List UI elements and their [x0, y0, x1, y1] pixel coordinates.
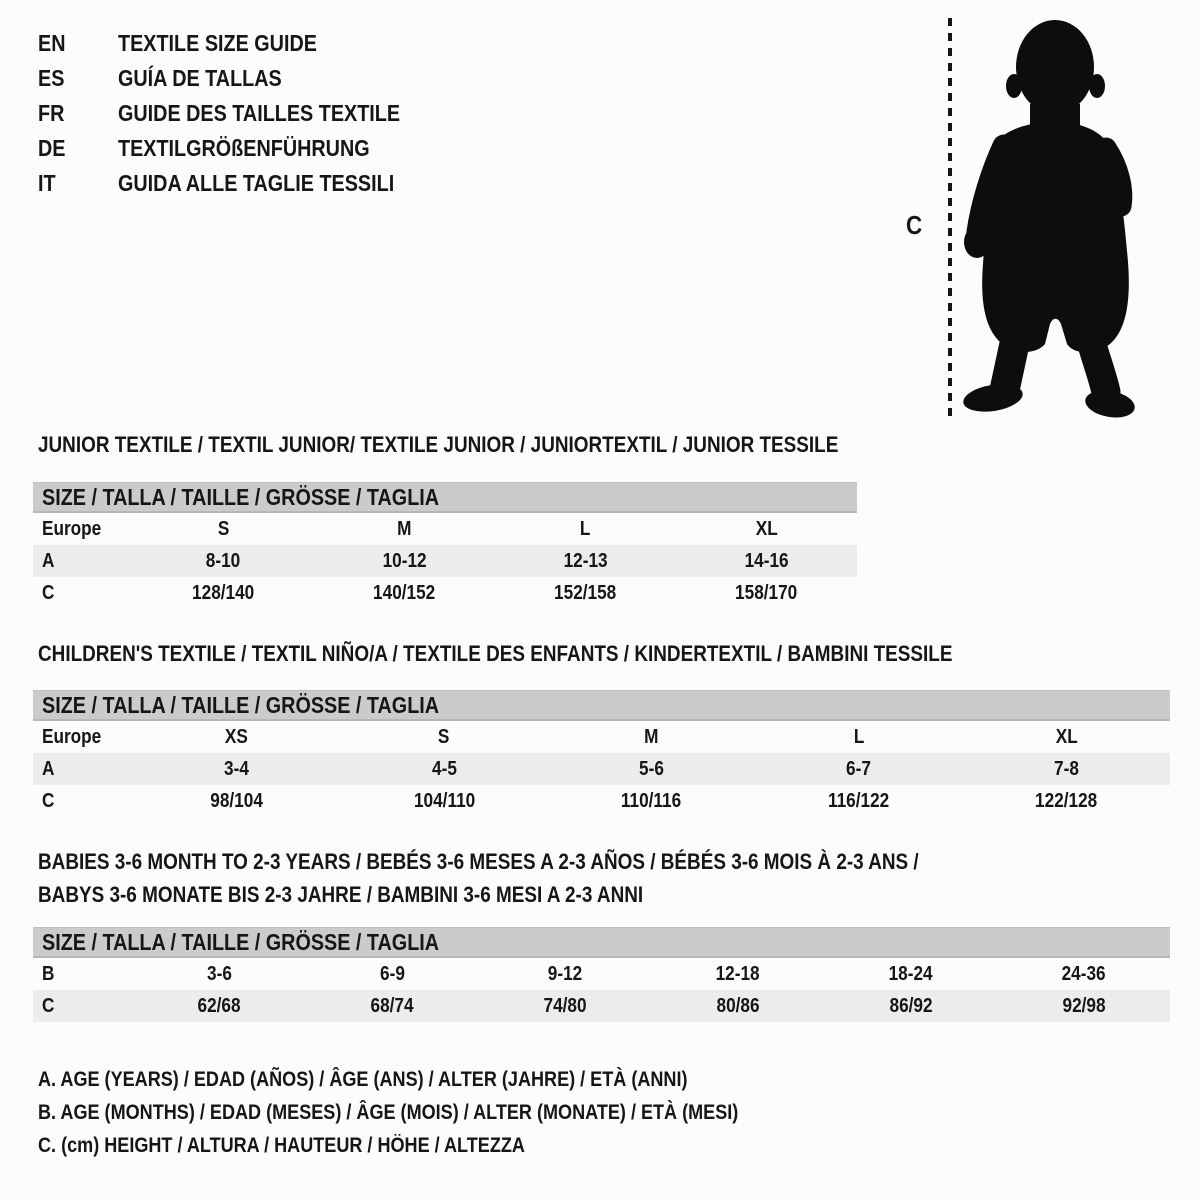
- table-cell: 8-10: [206, 549, 241, 572]
- table-cell: 128/140: [192, 581, 255, 604]
- table-cell: M: [397, 517, 412, 540]
- language-code: EN: [38, 30, 66, 56]
- toddler-silhouette-image: [960, 14, 1140, 420]
- language-row: [38, 131, 446, 166]
- table-row: [33, 577, 857, 609]
- table-cell: 9-12: [547, 962, 583, 985]
- row-label: A: [42, 549, 55, 572]
- children-section-title: CHILDREN'S TEXTILE / TEXTIL NIÑO/A / TEXTILE DES ENFANTS / KINDERTEXTIL / BAMBINI TESSILE: [38, 641, 953, 666]
- table-row: [33, 753, 1170, 785]
- language-code: IT: [38, 170, 56, 196]
- table-cell: 68/74: [370, 994, 414, 1017]
- junior-size-table: [33, 482, 857, 609]
- language-label: TEXTILGRÖßENFÜHRUNG: [118, 135, 370, 161]
- table-cell: 6-9: [379, 962, 405, 985]
- table-cell: 152/158: [554, 581, 617, 604]
- table-cell: 62/68: [197, 994, 241, 1017]
- table-cell: 158/170: [735, 581, 798, 604]
- size-header-bar: SIZE / TALLA / TAILLE / GRÖSSE / TAGLIA: [33, 927, 1170, 958]
- table-cell: L: [580, 517, 591, 540]
- table-cell: 3-4: [224, 757, 250, 780]
- table-cell: S: [438, 725, 450, 748]
- table-cell: S: [217, 517, 230, 540]
- table-cell: 12-18: [715, 962, 760, 985]
- table-row: [33, 785, 1170, 817]
- measure-label-c: C: [906, 210, 923, 240]
- row-label: A: [42, 757, 55, 780]
- language-label: TEXTILE SIZE GUIDE: [118, 30, 317, 56]
- table-cell: M: [644, 725, 659, 748]
- table-row: [33, 721, 1170, 753]
- table-cell: 24-36: [1061, 962, 1106, 985]
- row-label: C: [42, 581, 55, 604]
- table-cell: XL: [755, 517, 778, 540]
- language-list: [38, 26, 446, 201]
- language-label: GUIDA ALLE TAGLIE TESSILI: [118, 170, 395, 196]
- table-cell: 10-12: [382, 549, 427, 572]
- babies-section-title-line2: BABYS 3-6 MONATE BIS 2-3 JAHRE / BAMBINI 3-6 MESI A 2-3 ANNI: [38, 882, 644, 907]
- table-row: [33, 545, 857, 577]
- table-cell: 104/110: [413, 789, 475, 812]
- language-row: [38, 166, 446, 201]
- table-cell: 4-5: [431, 757, 457, 780]
- language-label: GUÍA DE TALLAS: [118, 65, 282, 91]
- table-cell: 14-16: [744, 549, 789, 572]
- row-label: B: [42, 962, 55, 985]
- table-cell: 116/122: [828, 789, 890, 812]
- legend-line-c: C. (cm) HEIGHT / ALTURA / HAUTEUR / HÖHE / ALTEZZA: [38, 1134, 525, 1157]
- table-cell: XL: [1055, 725, 1078, 748]
- table-cell: 5-6: [639, 757, 664, 780]
- table-cell: 3-6: [206, 962, 232, 985]
- legend-line-b: B. AGE (MONTHS) / EDAD (MESES) / ÂGE (MOIS) / ALTER (MONATE) / ETÀ (MESI): [38, 1101, 739, 1124]
- table-row: [33, 990, 1170, 1022]
- junior-section-title: JUNIOR TEXTILE / TEXTIL JUNIOR/ TEXTILE JUNIOR / JUNIORTEXTIL / JUNIOR TESSILE: [38, 432, 839, 457]
- language-code: ES: [38, 65, 65, 91]
- table-row: [33, 958, 1170, 990]
- table-row: [33, 513, 857, 545]
- table-cell: 80/86: [716, 994, 760, 1017]
- size-header-bar: SIZE / TALLA / TAILLE / GRÖSSE / TAGLIA: [33, 482, 857, 513]
- table-cell: 18-24: [888, 962, 933, 985]
- table-cell: 110/116: [621, 789, 682, 812]
- row-label: Europe: [42, 725, 102, 748]
- legend-line-a: A. AGE (YEARS) / EDAD (AÑOS) / ÂGE (ANS) / ALTER (JAHRE) / ETÀ (ANNI): [38, 1068, 688, 1091]
- table-cell: 98/104: [210, 789, 263, 812]
- language-row: [38, 96, 446, 131]
- babies-section-title-line1: BABIES 3-6 MONTH TO 2-3 YEARS / BEBÉS 3-6 MESES A 2-3 AÑOS / BÉBÉS 3-6 MOIS À 2-3 ANS /: [38, 849, 919, 874]
- language-row: [38, 26, 446, 61]
- row-label: C: [42, 994, 55, 1017]
- row-label: Europe: [42, 517, 102, 540]
- table-cell: 92/98: [1062, 994, 1106, 1017]
- table-cell: 86/92: [889, 994, 933, 1017]
- size-header-bar: SIZE / TALLA / TAILLE / GRÖSSE / TAGLIA: [33, 690, 1170, 721]
- table-cell: XS: [225, 725, 249, 748]
- table-cell: 6-7: [846, 757, 872, 780]
- table-cell: 74/80: [543, 994, 587, 1017]
- table-cell: 122/128: [1035, 789, 1098, 812]
- language-label: GUIDE DES TAILLES TEXTILE: [118, 100, 401, 126]
- babies-size-table: [33, 927, 1170, 1022]
- table-cell: 7-8: [1053, 757, 1079, 780]
- height-measure-dashed-line: [948, 18, 952, 416]
- table-cell: 140/152: [373, 581, 436, 604]
- table-cell: 12-13: [563, 549, 608, 572]
- language-row: [38, 61, 446, 96]
- language-code: FR: [38, 100, 65, 126]
- row-label: C: [42, 789, 55, 812]
- children-size-table: [33, 690, 1170, 817]
- language-code: DE: [38, 135, 66, 161]
- table-cell: L: [853, 725, 865, 748]
